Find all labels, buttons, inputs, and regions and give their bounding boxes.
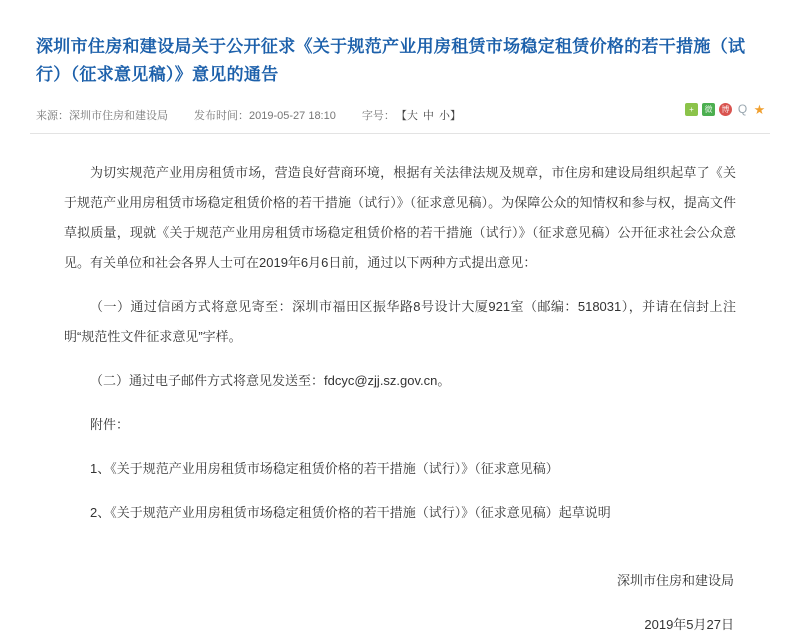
share-more-icon[interactable]: +: [685, 103, 698, 116]
font-size-label: 字号：: [361, 110, 395, 123]
qq-share-icon[interactable]: Q: [737, 102, 748, 117]
font-size-small[interactable]: 小】: [438, 110, 461, 123]
font-size-large[interactable]: 【大: [395, 110, 418, 123]
article-body: [0, 134, 800, 528]
wechat-share-icon[interactable]: 微: [702, 103, 715, 116]
attachment-item-1: 1、《关于规范产业用房租赁市场稳定租赁价格的若干措施（试行）》（征求意见稿）: [90, 461, 559, 477]
font-size-options[interactable]: [395, 107, 462, 123]
publish-time-meta: [194, 107, 336, 123]
source-label: 来源：: [36, 110, 69, 123]
source-value: 深圳市住房和建设局: [69, 110, 168, 123]
issuer-signature: 深圳市住房和建设局: [616, 573, 734, 589]
publish-value: 2019-05-27 18:10: [249, 110, 336, 123]
attachment-item-2: 2、《关于规范产业用房租赁市场稳定租赁价格的若干措施（试行）》（征求意见稿）起草说明: [90, 505, 611, 521]
page-title: 深圳市住房和建设局关于公开征求《关于规范产业用房租赁市场稳定租赁价格的若干措施（试行）（征求意见稿）》意见的通告: [36, 37, 746, 85]
publish-label: 发布时间：: [194, 110, 249, 123]
paragraph-method-email: （二）通过电子邮件方式将意见发送至：fdcyc@zjj.sz.gov.cn。: [90, 373, 451, 389]
issue-date: 2019年5月27日: [644, 617, 734, 633]
source-meta: [36, 107, 168, 123]
share-toolbar[interactable]: [685, 103, 766, 116]
font-size-control[interactable]: [362, 107, 462, 123]
article-page: [0, 11, 800, 633]
attachments-heading: 附件：: [90, 417, 130, 433]
favorite-star-icon[interactable]: ★: [753, 102, 766, 118]
article-meta-bar: [30, 102, 770, 134]
font-size-medium[interactable]: 中: [422, 110, 434, 123]
paragraph-method-mail: （一）通过信函方式将意见寄至：深圳市福田区振华路8号设计大厦921室（邮编：518031），并请在信封上注明“规范性文件征求意见”字样。: [64, 299, 736, 345]
weibo-share-icon[interactable]: 博: [719, 103, 732, 116]
paragraph-intro: 为切实规范产业用房租赁市场，营造良好营商环境，根据有关法律法规及规章，市住房和建设局组织起草了《关于规范产业用房租赁市场稳定租赁价格的若干措施（试行）》（征求意见稿）。为保障公众的知情权和参与权，提高文件草拟质量，现就《关于规范产业用房租赁市场稳定租赁价格的若干措施（试行）》（征求意见稿）公开征求社会公众意见。有关单位和社会各界人士可在2019年6月6日前，通过以下两种方式提出意见：: [64, 165, 736, 271]
